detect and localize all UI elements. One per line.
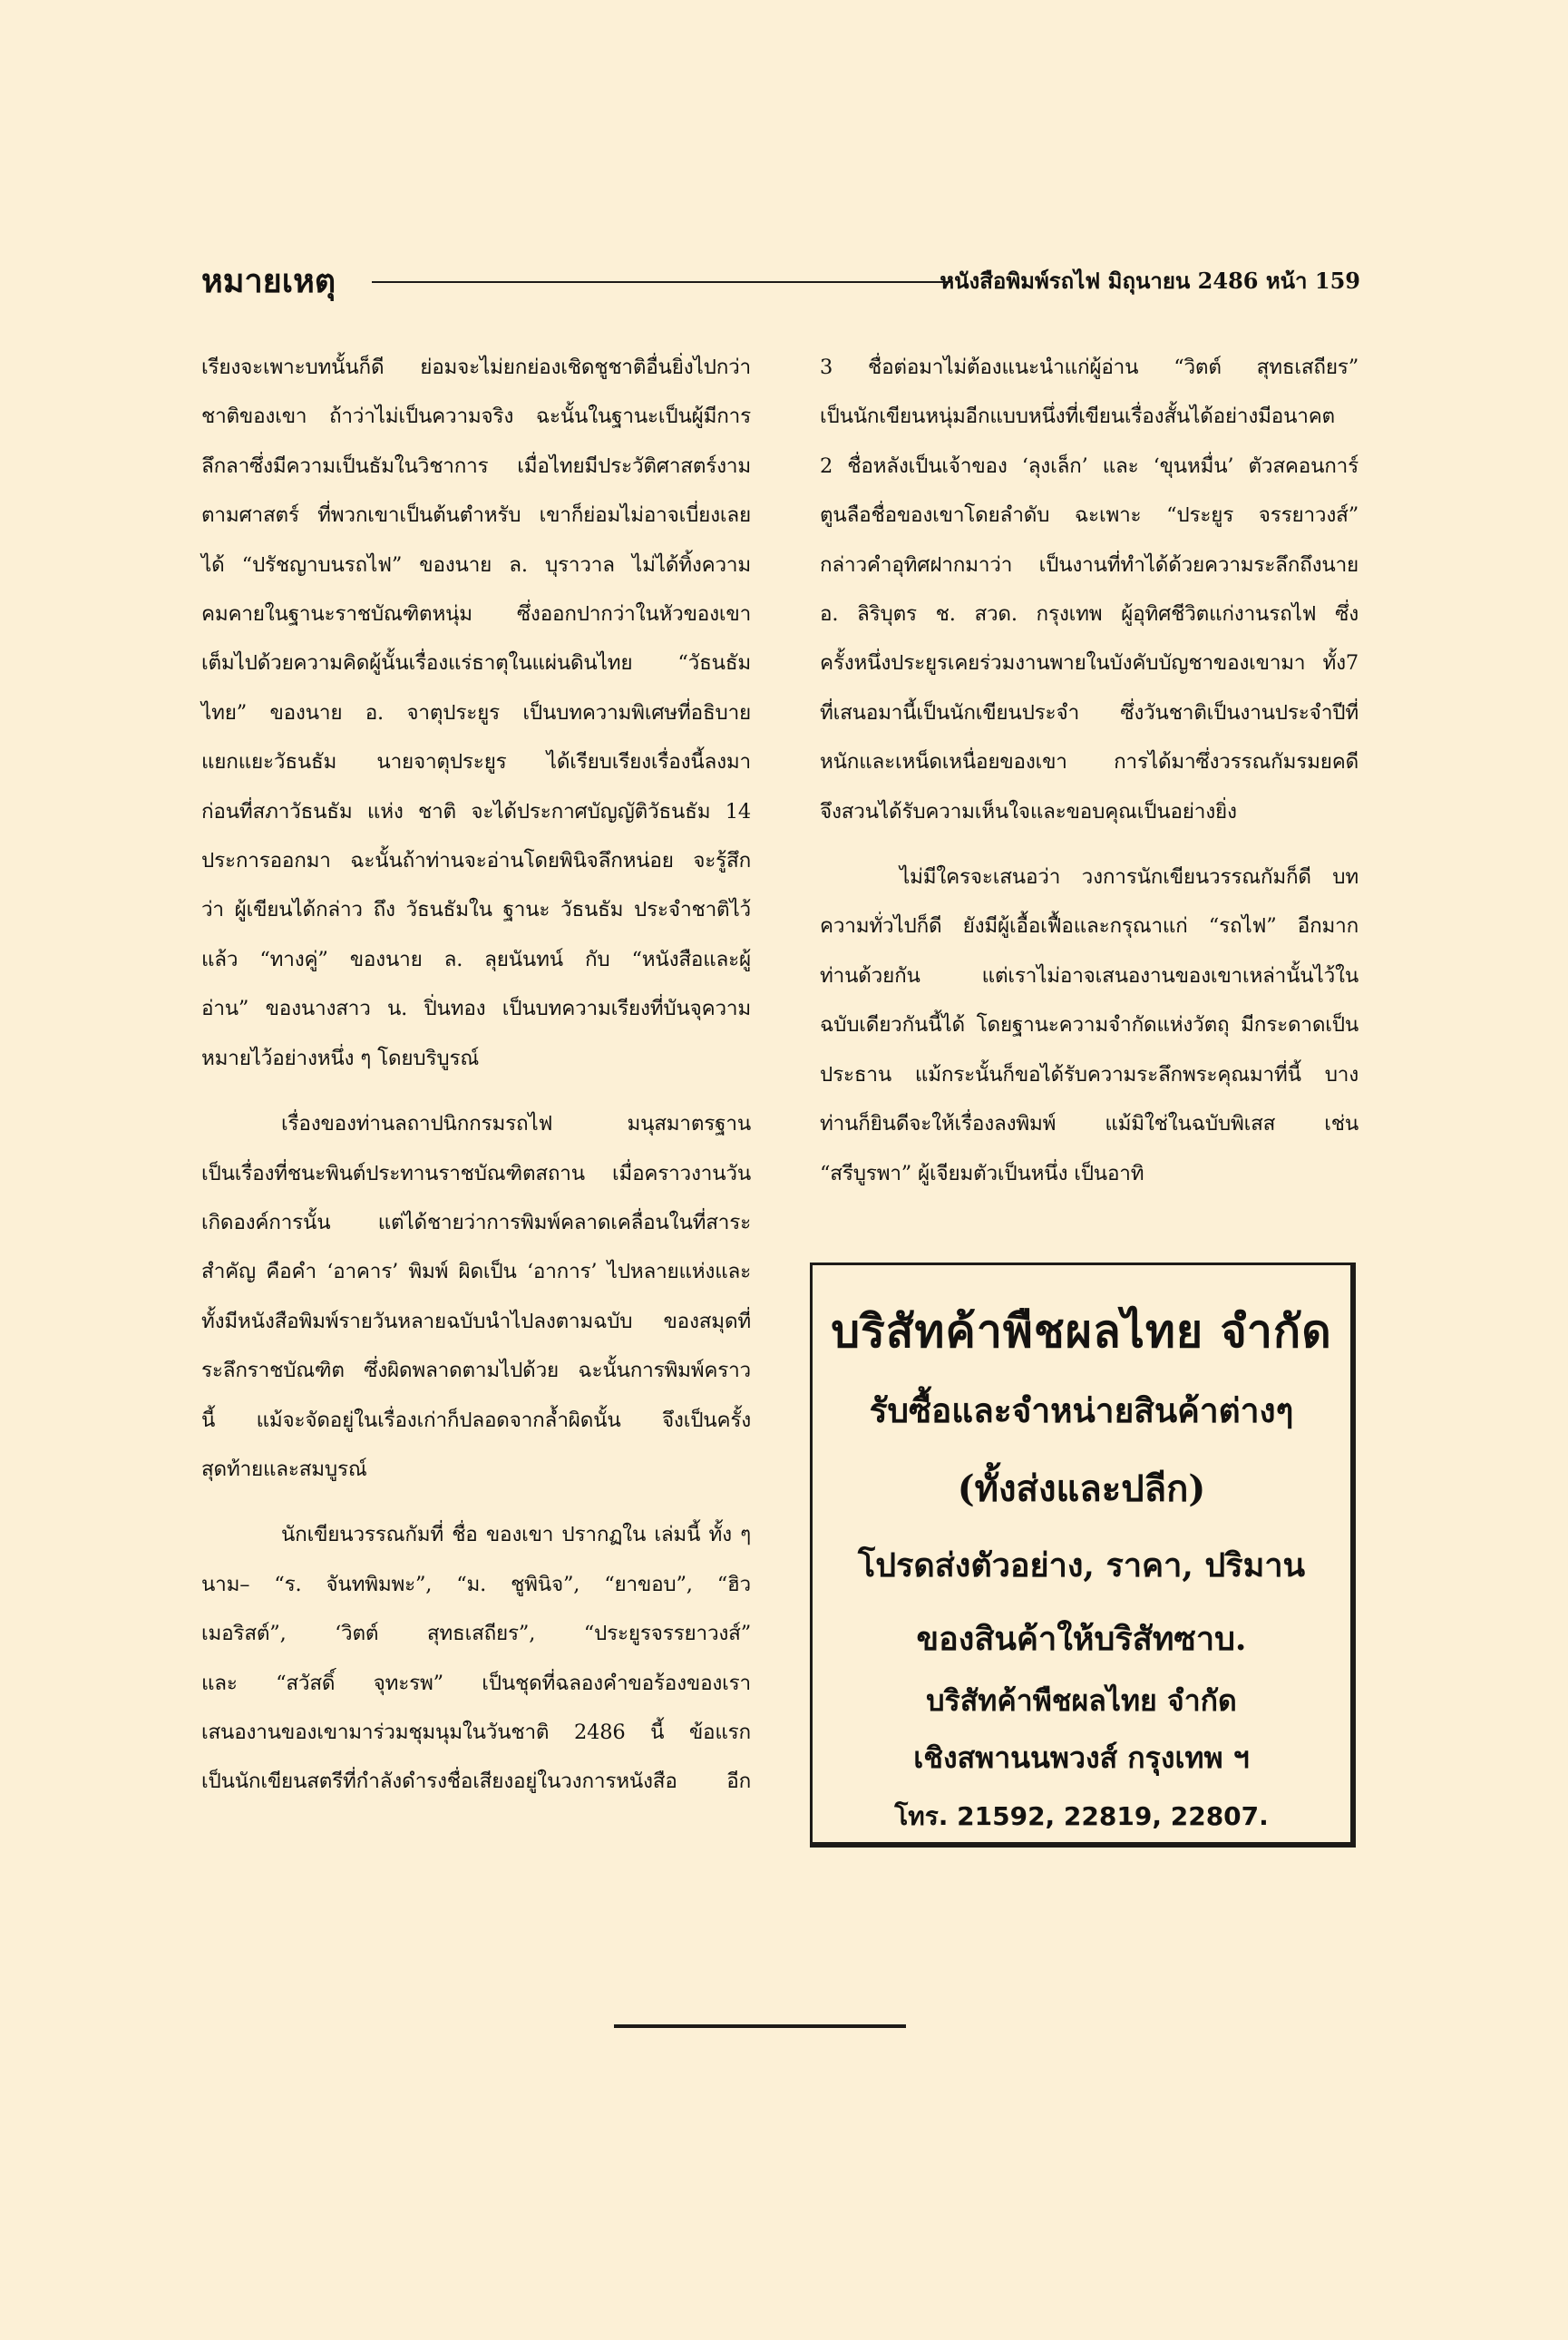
text-line: เรียงจะเพาะบทนั้นก็ดี ย่อมจะไม่ยกย่องเชิดชูชาติอื่นยิ่งไปกว่า (201, 356, 751, 379)
ad-line: ของสินค้าให้บริสัทซาบ. (916, 1620, 1247, 1658)
text-line: เกิดองค์การนั้น แต่ได้ชายว่าการพิมพ์คลาดเคลื่อนในที่สาระ (201, 1210, 751, 1234)
ad-company-name: บริสัทค้าพืชผลไทย จำกัด (831, 1304, 1332, 1358)
text-line: ฉบับเดียวกันนี้ได้ โดยฐานะความจำกัดแห่งวัตถุ มีกระดาดเป็น (820, 1013, 1359, 1038)
text-line: แล้ว “ทางคู่” ของนาย ล. ลุยนันทน์ กับ “หนังสือและผู้ (201, 947, 751, 971)
text-line: นักเขียนวรรณกัมที่ ชื่อ ของเขา ปรากฏใน เล่มนี้ ทั้ง ๆ (281, 1523, 751, 1547)
ad-company-signature: บริสัทค้าพืชผลไทย จำกัด (926, 1683, 1237, 1718)
text-line: ประการออกมา ฉะนั้นถ้าท่านจะอ่านโดยพินิจลึกหน่อย จะรู้สึก (201, 849, 751, 873)
text-line: สำคัญ คือคำ ‘อาคาร’ พิมพ์ ผิดเป็น ‘อาการ’ ไปหลายแห่งและ (201, 1260, 751, 1284)
left-column (201, 343, 751, 1807)
text-line: ทั้งมีหนังสือพิมพ์รายวันหลายฉบับนำไปลงตามฉบับ ของสมุดที่ (201, 1309, 751, 1333)
ad-line: รับซื้อและจำหน่ายสินค้าต่างๆ (869, 1390, 1294, 1430)
text-line: ตามศาสตร์ ที่พวกเขาเป็นต้นตำหรับ เขาก็ย่อมไม่อาจเบี่ยงเลย (201, 503, 751, 528)
text-line: เต็มไปด้วยความคิดผู้นั้นเรื่องแร่ธาตุในแผ่นดินไทย “วัธนธัม (201, 651, 751, 676)
text-line: แยกแยะวัธนธัม นายจาตุประยูร ได้เรียบเรียงเรื่องนี้ลงมา (201, 750, 751, 775)
text-line: เมอริสต์”, ‘วิตต์ สุทธเสถียร”, “ประยูรจรรยาวงส์” (201, 1622, 751, 1646)
text-line: ที่เสนอมานี้เป็นนักเขียนประจำ ซึ่งวันชาติเป็นงานประจำปีที่ (820, 700, 1359, 725)
text-line: 3 ชื่อต่อมาไม่ต้องแนะนำแก่ผู้อ่าน “วิตต์ สุทธเสถียร” (820, 356, 1359, 379)
text-line: ไม่มีใครจะเสนอว่า วงการนักเขียนวรรณกัมก็ดี บท (900, 865, 1359, 890)
text-line: เรื่องของท่านลถาปนิกกรมรถไฟ มนุสมาตรฐาน (281, 1112, 751, 1136)
text-line: ท่านด้วยกัน แต่เราไม่อาจเสนองานของเขาเหล่านั้นไว้ใน (820, 963, 1359, 988)
text-line: สุดท้ายและสมบูรณ์ (201, 1457, 367, 1481)
header-rule (372, 281, 950, 283)
section-title: หมายเหตุ (201, 262, 336, 300)
text-line: ตูนลือชื่อของเขาโดยลำดับ ฉะเพาะ “ประยูร จรรยาวงส์” (820, 503, 1359, 528)
text-line: ลึกลาซึ่งมีความเป็นธัมในวิชาการ เมื่อไทยมีประวัติศาสตร์งาม (201, 453, 751, 478)
page-header (201, 261, 1360, 301)
text-line: นี้ แม้จะจัดอยู่ในเรื่องเก่าก็ปลอดจากล้ำผิดนั้น จึงเป็นครั้ง (201, 1408, 751, 1432)
right-column (820, 343, 1359, 1198)
text-line: คมคายในฐานะราชบัณฑิตหนุ่ม ซึ่งออกปากว่าในหัวของเขา (201, 602, 751, 627)
text-line: เป็นเรื่องที่ชนะพินต์ประทานราชบัณฑิตสถาน เมื่อคราวงานวัน (201, 1161, 751, 1185)
text-line: ครั้งหนึ่งประยูรเคยร่วมงานพายในบังคับบัญชาของเขามา ทั้ง7 (820, 651, 1359, 676)
text-line: เสนองานของเขามาร่วมชุมนุมในวันชาติ 2486 นี้ ข้อแรก (201, 1720, 751, 1744)
text-line: อ่าน” ของนางสาว น. ปิ่นทอง เป็นบทความเรียงที่บันจุความ (201, 997, 751, 1021)
text-line: เป็นนักเขียนสตรีที่กำลังดำรงชื่อเสียงอยู่ในวงการหนังสือ อีก (201, 1770, 751, 1794)
ad-line: (ทั้งส่งและปลีก) (957, 1467, 1206, 1510)
text-line: กล่าวคำอุทิศฝากมาว่า เป็นงานที่ทำได้ด้วยความระลึกถึงนาย (820, 552, 1359, 577)
text-line: หนักและเหน็ดเหนื่อยของเขา การได้มาซึ่งวรรณกัมรมยคดี (820, 750, 1359, 775)
text-line: จึงสวนได้รับความเห็นใจและขอบคุณเป็นอย่างยิ่ง (820, 799, 1237, 824)
text-line: 2 ชื่อหลังเป็นเจ้าของ ‘ลุงเล็ก’ และ ‘ขุนหมื่น’ ตัวสคอนการ์ (820, 453, 1359, 478)
publication-info: หนังสือพิมพ์รถไฟ มิถุนายน 2486 หน้า 159 (940, 268, 1360, 294)
text-line: ระลึกราชบัณฑิต ซึ่งผิดพลาดตามไปด้วย ฉะนั้นการพิมพ์คราว (201, 1359, 751, 1383)
text-line: เป็นนักเขียนหนุ่มอีกแบบหนึ่งที่เขียนเรื่องสั้นได้อย่างมีอนาคต (820, 405, 1335, 429)
text-line: ได้ “ปรัชญาบนรถไฟ” ของนาย ล. บุราวาล ไม่ได้ทิ้งความ (201, 552, 751, 577)
text-line: ชาติของเขา ถ้าว่าไม่เป็นความจริง ฉะนั้นในฐานะเป็นผู้มีการ (201, 405, 751, 429)
text-line: ประธาน แม้กระนั้นก็ขอได้รับความระลึกพระคุณมาที่นี้ บาง (820, 1062, 1359, 1087)
text-line: ไทย” ของนาย อ. จาตุประยูร เป็นบทความพิเศษที่อธิบาย (201, 700, 751, 725)
ad-phone: โทร. 21592, 22819, 22807. (894, 1801, 1269, 1831)
text-line: และ “สวัสดิ์ จุทะรพ” เป็นชุดที่ฉลองคำขอร้องของเรา (201, 1671, 751, 1695)
text-line: ก่อนที่สภาวัธนธัม แห่ง ชาติ จะได้ประกาศบัญญัติวัธนธัม 14 (201, 799, 751, 824)
text-line: ท่านก็ยินดีจะให้เรื่องลงพิมพ์ แม้มิใช่ในฉบับพิเสส เช่น (820, 1112, 1359, 1136)
text-line: ความทั่วไปก็ดี ยังมีผู้เอื้อเฟื้อและกรุณาแก่ “รถไฟ” อีกมาก (820, 914, 1359, 939)
advertisement-box (810, 1263, 1356, 1848)
bottom-rule (614, 2024, 906, 2028)
text-line: อ. ลิริบุตร ช. สวด. กรุงเทพ ผู้อุทิศชีวิตแก่งานรถไฟ ซึ่ง (820, 602, 1359, 627)
text-line: “สรีบูรพา” ผู้เจียมตัวเป็นหนึ่ง เป็นอาทิ (820, 1161, 1144, 1185)
text-line: นาม– “ร. จันทพิมพะ”, “ม. ชูพินิจ”, “ยาขอบ”, “ฮิว (201, 1572, 751, 1596)
text-line: ว่า ผู้เขียนได้กล่าว ถึง วัธนธัมใน ฐานะ วัธนธัม ประจำชาติไว้ (201, 898, 751, 922)
ad-address: เชิงสพานนพวงส์ กรุงเทพ ฯ (913, 1740, 1250, 1775)
ad-line: โปรดส่งตัวอย่าง, ราคา, ปริมาน (857, 1546, 1306, 1584)
text-line: หมายไว้อย่างหนึ่ง ๆ โดยบริบูรณ์ (201, 1046, 480, 1070)
